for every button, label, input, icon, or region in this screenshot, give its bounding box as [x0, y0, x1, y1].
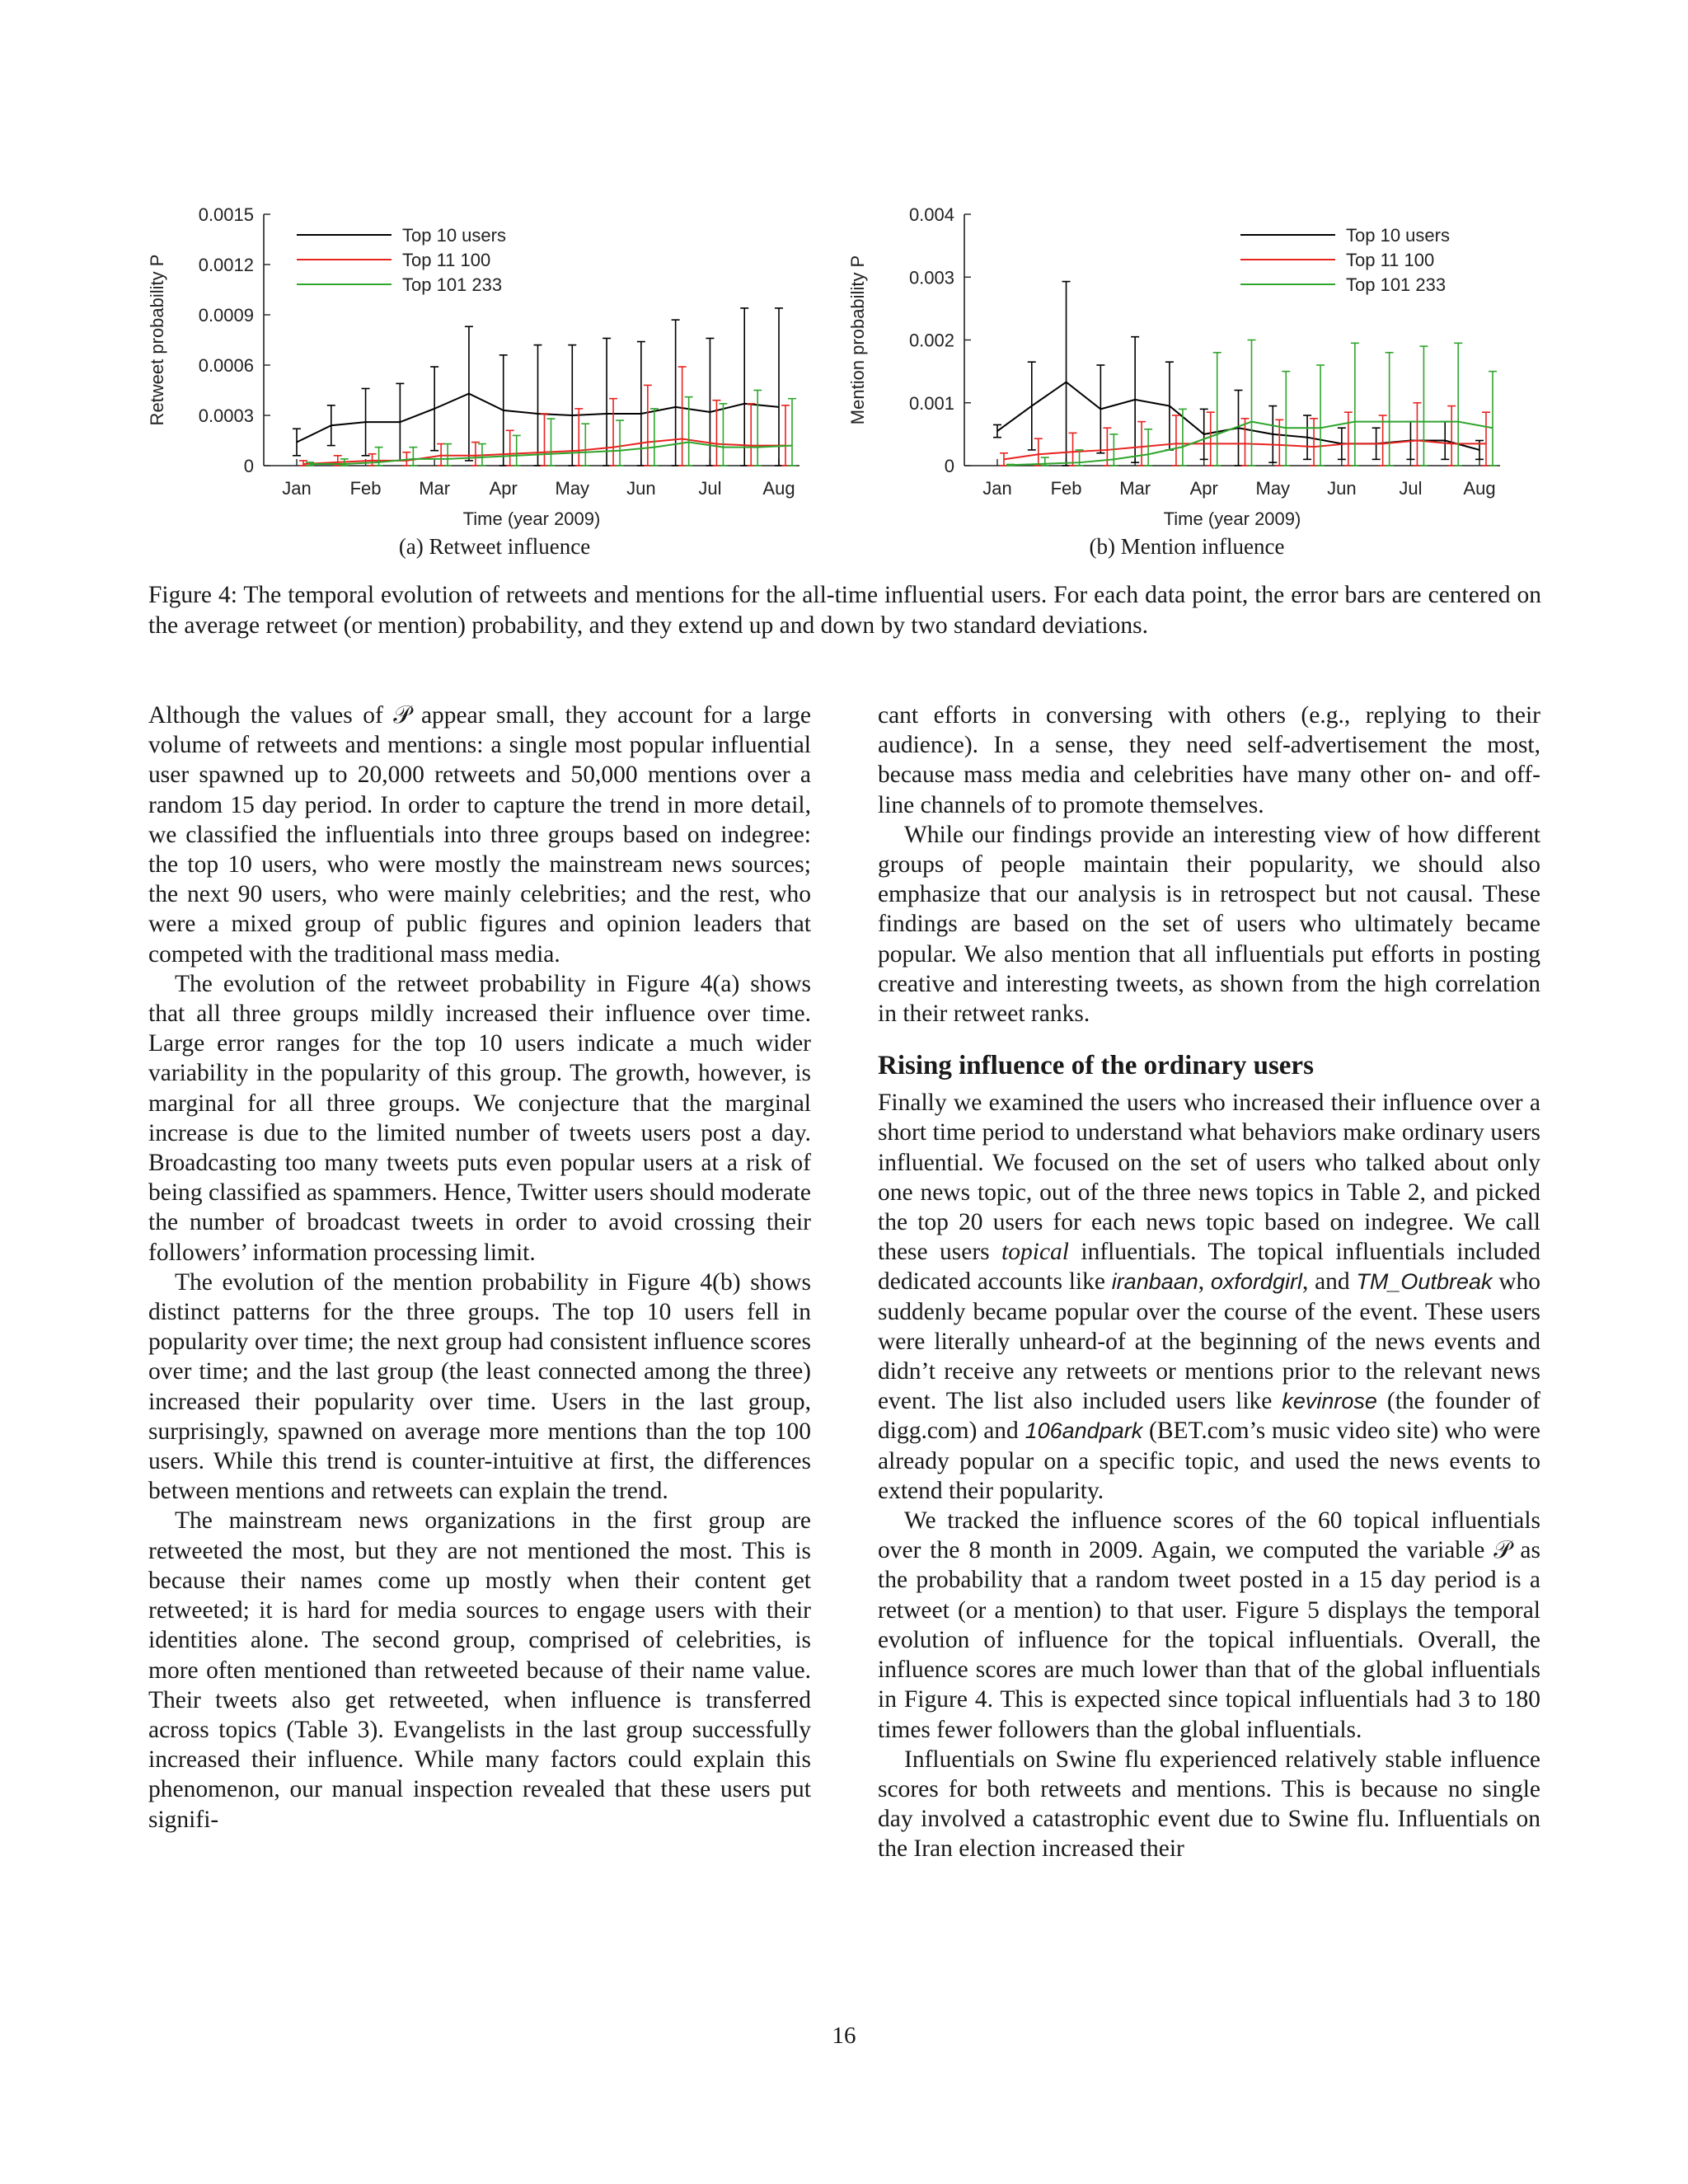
page-number: 16 [832, 2022, 856, 2049]
x-tick-label: Jul [1399, 478, 1423, 499]
paragraph: cant efforts in conversing with others (e.g., replying to their audience). In a sense, they need self-advertisement the most, because mass media and celebrities have many other on- and off-line channels of to promote themselves. [878, 702, 1540, 818]
text-run: , [1198, 1268, 1205, 1296]
x-tick-label: Mar [419, 478, 451, 499]
x-tick-label: Mar [1119, 478, 1151, 499]
legend-label: Top 101 233 [402, 274, 503, 295]
y-tick-label: 0.004 [908, 204, 954, 225]
text-run: (BET.com’s music video site) who were already popular on a specific topic, and used the news events to extend their popularity. [878, 1418, 1541, 1504]
x-tick-label: Jan [982, 478, 1012, 499]
y-tick-label: 0.0006 [198, 355, 254, 376]
section-heading: Rising influence of the ordinary users [878, 1051, 1314, 1081]
paragraph: Although the values of 𝒫 appear small, they account for a large volume of retweets and mentions: a single most popular influential user spawned up to 20,000 retweets and 50,000 mentions over a random 15 day period. In order to capture the trend in more detail, we classified the influentials into three groups based on indegree: the top 10 users, who were mostly the mainstream news sources; the next 90 users, who were mainly celebrities; and the rest, who were a mixed group of public figures and opinion leaders that competed with the traditional mass media. [148, 702, 811, 968]
series-2 [306, 391, 796, 466]
username-106andpark: 106andpark [1025, 1418, 1143, 1444]
y-tick-label: 0 [243, 456, 254, 476]
subcaption-a: (a) Retweet influence [398, 534, 591, 559]
figure-caption: Figure 4: The temporal evolution of retweets and mentions for the all-time influential users. For each data point, the error bars are centered on the average retweet (or mention) probability, and they extend up and down by two standard deviations. [148, 582, 1541, 639]
series-2 [1006, 340, 1497, 466]
left-column [148, 701, 811, 1835]
y-tick-label: 0.0012 [198, 255, 254, 275]
series-1 [1000, 403, 1490, 466]
series-1 [299, 367, 790, 466]
x-tick-label: May [555, 478, 590, 499]
x-tick-label: May [1255, 478, 1291, 499]
y-tick-label: 0.0009 [198, 305, 254, 326]
x-tick-label: Aug [762, 478, 795, 499]
y-tick-label: 0.0015 [198, 204, 254, 225]
emphasis-topical: topical [1001, 1239, 1069, 1266]
y-tick-label: 0.0003 [198, 405, 254, 426]
username-iranbaan: iranbaan [1111, 1269, 1198, 1295]
y-tick-label: 0 [944, 456, 954, 476]
text-run: (the founder of digg.com) and [878, 1388, 1541, 1445]
mention-chart-svg [841, 190, 1533, 536]
x-axis-label: Time (year 2009) [1163, 509, 1301, 529]
retweet-chart-svg [140, 190, 832, 536]
paragraph [878, 1088, 1540, 1506]
paragraph: The evolution of the retweet probability in Figure 4(a) shows that all three groups mildly increased their influence over time. Large error ranges for the top 10 users indicate a much wider variability in the popularity of this group. The growth, however, is marginal for all three groups. We conjecture that the marginal increase is due to the limited number of tweets users post a day. Broadcasting too many tweets puts even popular users at a risk of being classified as spammers. Hence, Twitter users should moderate the number of broadcast tweets in order to avoid crossing their followers’ information processing limit. [148, 970, 811, 1266]
username-oxfordgirl: oxfordgirl [1210, 1269, 1302, 1295]
username-tm-outbreak: TM_Outbreak [1356, 1269, 1493, 1295]
legend-label: Top 11 100 [402, 250, 491, 270]
mention-influence-chart [841, 190, 1533, 577]
x-tick-label: Jan [282, 478, 312, 499]
retweet-influence-chart [140, 190, 832, 577]
right-column [878, 701, 1540, 1864]
x-tick-label: Jun [1327, 478, 1357, 499]
text-run: Finally we examined the users who increased their influence over a short time period to understand what behaviors make ordinary users influential. We focused on the set of users who talked about only one news topic, out of the three news topics in Table 2, and picked the top 20 users for each news topic based on indegree. We call these users [878, 1090, 1540, 1266]
text-run: , and [1301, 1268, 1350, 1296]
legend-label: Top 10 users [1346, 225, 1450, 246]
x-tick-label: Feb [1050, 478, 1082, 499]
legend-label: Top 11 100 [1346, 250, 1435, 270]
subcaption-b: (b) Mention influence [1089, 534, 1285, 559]
text-run: influentials. The topical influentials included dedicated accounts like [878, 1239, 1540, 1296]
paragraph: We tracked the influence scores of the 60 topical influentials over the 8 month in 2009. Again, we computed the variable 𝒫 as the probability that a random tweet posted in a 15 day period is a retweet (or a mention) to that user. Figure 5 displays the temporal evolution of influence for the topical influentials. Overall, the influence scores are much lower than that of the global influentials in Figure 4. This is expected since topical influentials had 3 to 180 times fewer followers than the global influentials. [878, 1507, 1540, 1743]
x-tick-label: Apr [1189, 478, 1218, 499]
legend-label: Top 101 233 [1346, 274, 1447, 295]
y-tick-label: 0.001 [908, 392, 954, 414]
x-tick-label: Feb [349, 478, 382, 499]
username-kevinrose: kevinrose [1282, 1389, 1377, 1414]
paragraph: While our findings provide an interesting view of how different groups of people maintain their popularity, we should also emphasize that our analysis is in retrospect but not causal. These findings are based on the set of users who ultimately became popular. We also mention that all influentials put efforts in posting creative and interesting tweets, as shown from the high correlation in their retweet ranks. [878, 821, 1540, 1028]
y-tick-label: 0.003 [908, 267, 954, 288]
paragraph: The mainstream news organizations in the first group are retweeted the most, but they are not mentioned the most. This is because their names come up mostly when their content get retweeted; it is hard for media sources to engage users with their identities alone. The second group, comprised of celebrities, is more often mentioned than retweeted because of their name value. Their tweets also get retweeted, when influence is transferred across topics (Table 3). Evangelists in the last group successfully increased their influence. While many factors could explain this phenomenon, our manual inspection revealed that these users put signifi- [148, 1507, 811, 1833]
x-tick-label: Jul [698, 478, 722, 499]
legend-label: Top 10 users [402, 225, 506, 246]
text-run: who suddenly became popular over the course of the event. These users were literally unheard-of at the beginning of the news events and didn’t receive any retweets or mentions prior to the relevant news event. The list also included users like [878, 1268, 1541, 1415]
x-tick-label: Aug [1463, 478, 1496, 499]
y-tick-label: 0.002 [908, 330, 954, 351]
paragraph: Influentials on Swine flu experienced relatively stable influence scores for both retweets and mentions. This is because no single day involved a catastrophic event due to Swine flu. Influentials on the Iran election increased their [878, 1746, 1540, 1863]
x-axis-label: Time (year 2009) [462, 509, 601, 529]
x-tick-label: Jun [626, 478, 656, 499]
series-0 [993, 282, 1484, 466]
x-tick-label: Apr [489, 478, 518, 499]
y-axis-label: Mention probability P [847, 255, 868, 425]
paragraph: The evolution of the mention probability in Figure 4(b) shows distinct patterns for the three groups. The top 10 users fell in popularity over time; the next group had consistent influence scores over time; and the last group (the least connected among the three) increased their popularity over time. Users in the last group, surprisingly, spawned on average more mentions than the top 100 users. While this trend is counter-intuitive at first, the differences between mentions and retweets can explain the trend. [148, 1268, 811, 1505]
y-axis-label: Retweet probability P [147, 254, 167, 426]
